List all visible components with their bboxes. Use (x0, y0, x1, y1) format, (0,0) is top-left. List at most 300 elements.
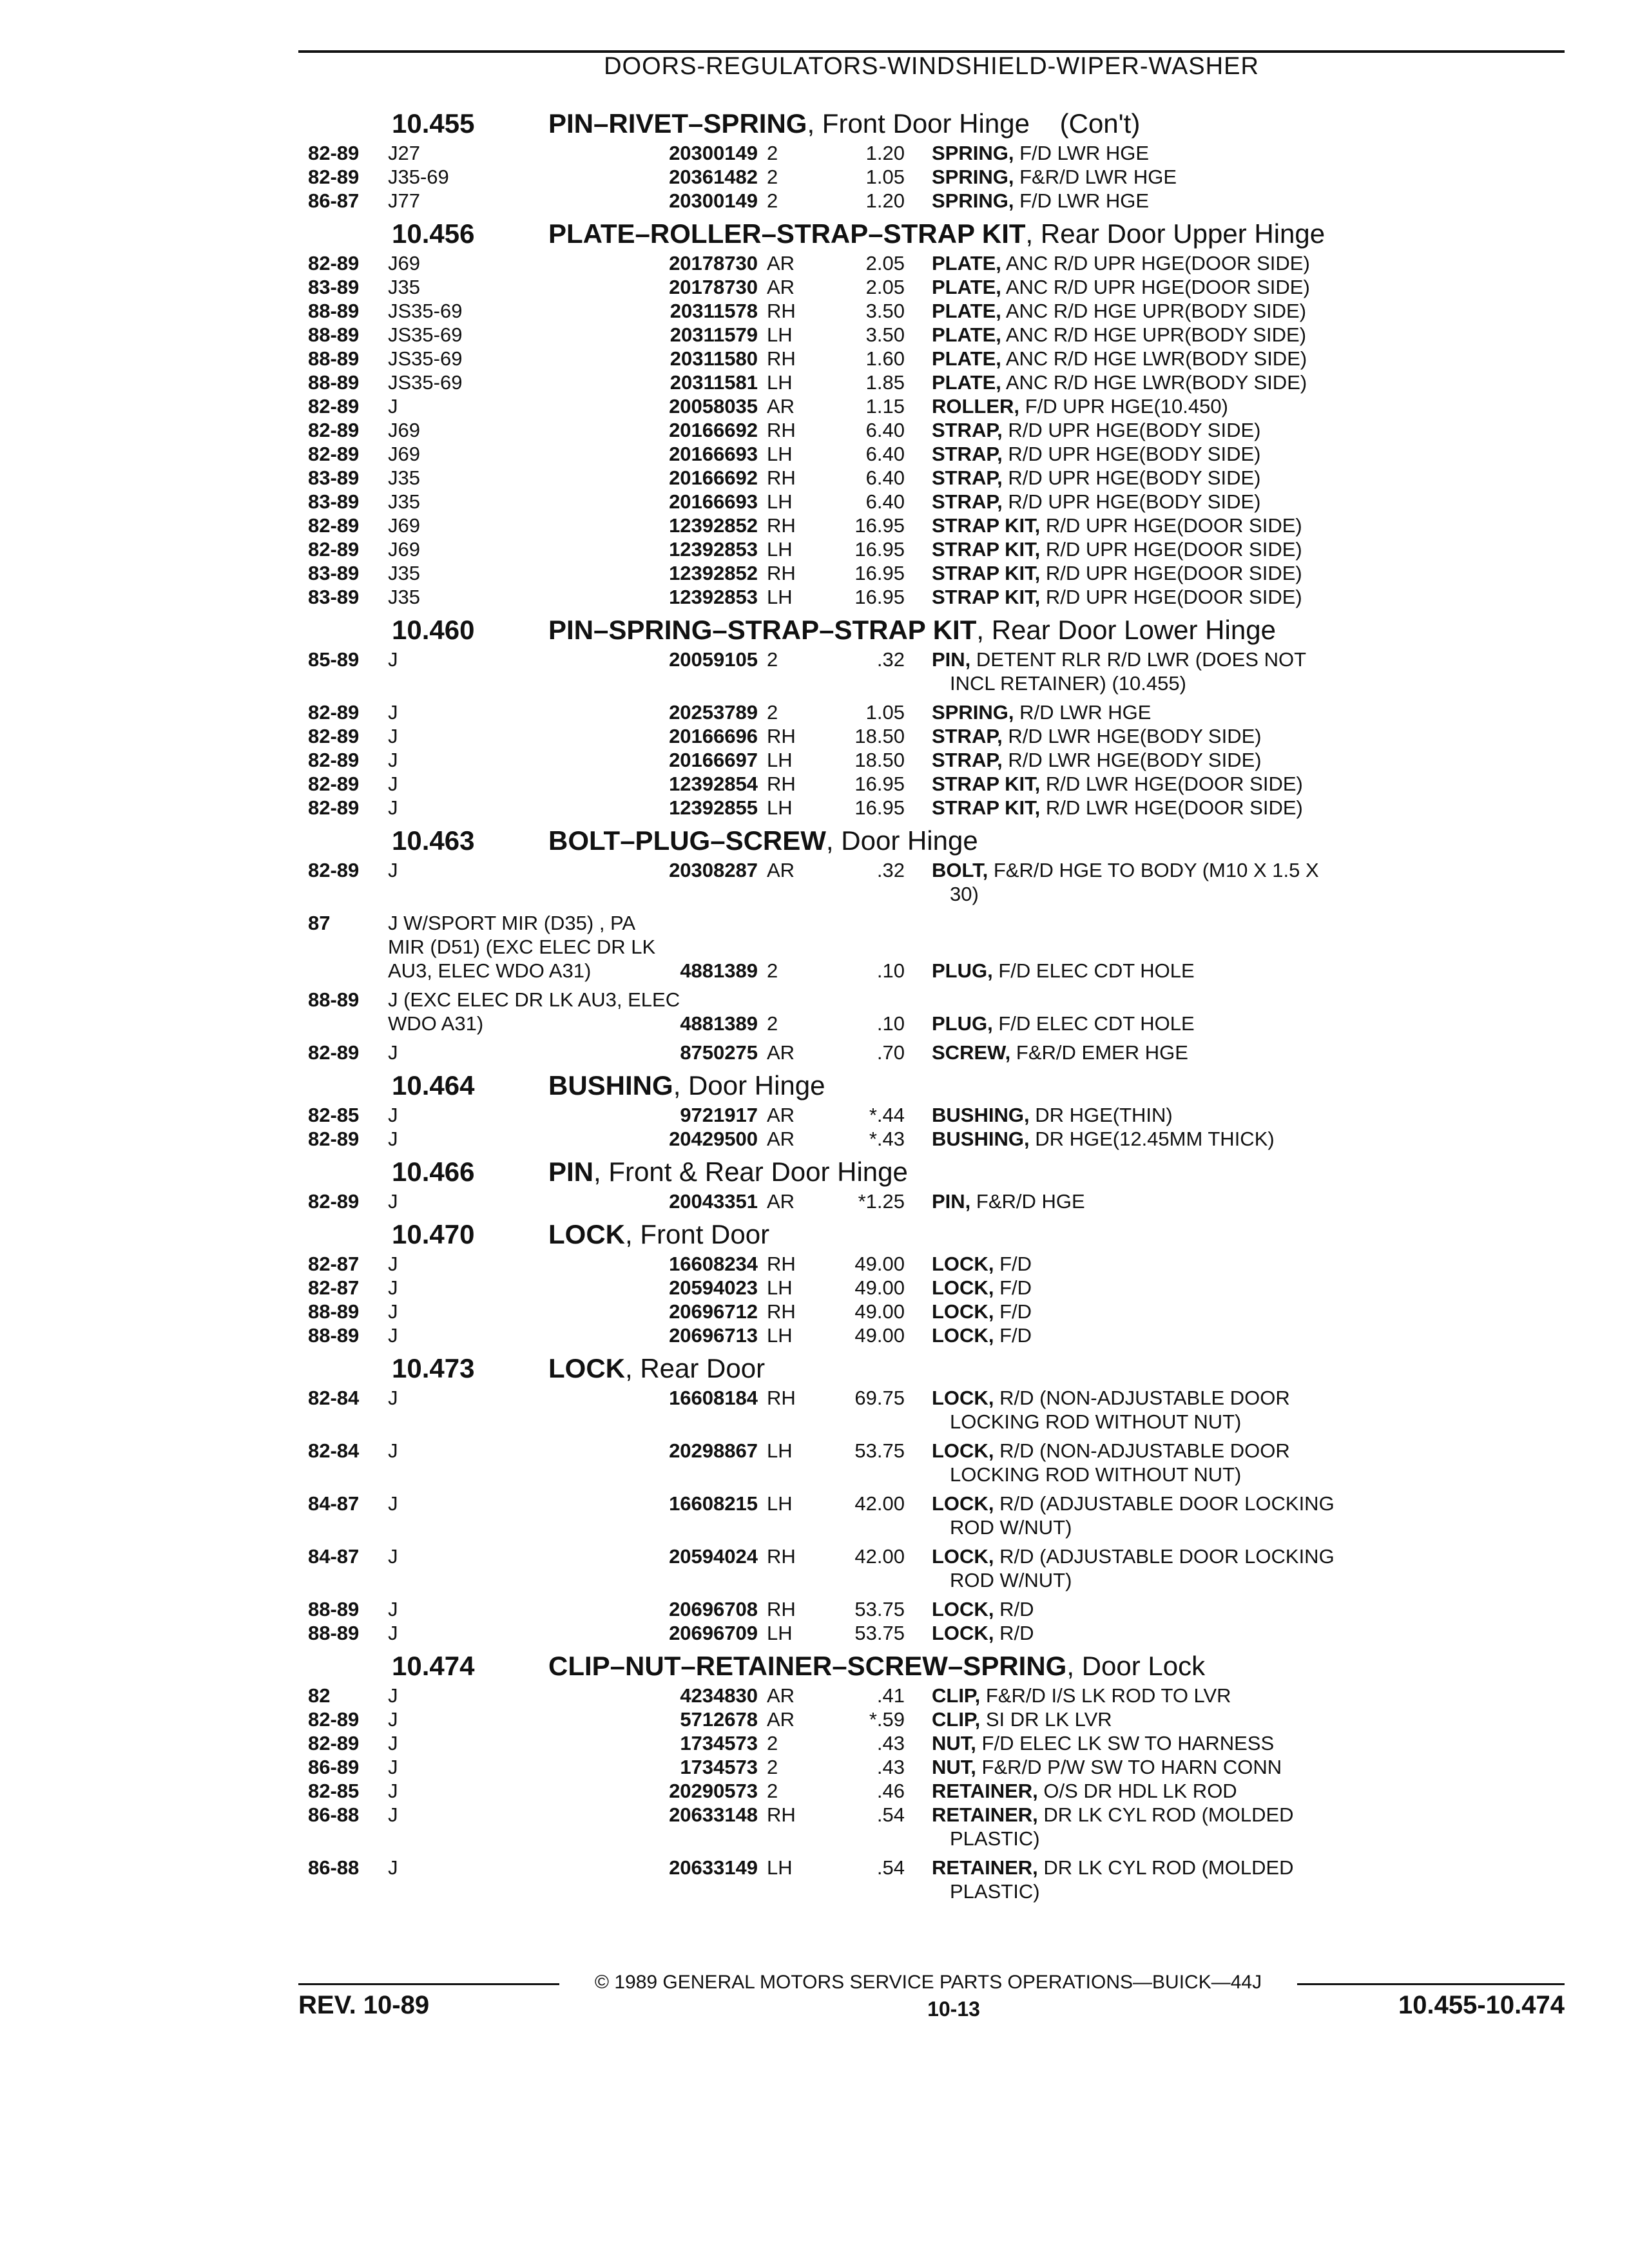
description-text: F/D (999, 1253, 1032, 1275)
description-line (932, 562, 1550, 586)
description-line (932, 189, 1550, 213)
quantity: LH (767, 749, 793, 771)
part-description (932, 988, 1550, 1036)
part-number: 20311580 (670, 347, 758, 370)
part-number: 20633148 (669, 1803, 758, 1826)
model-code-line (388, 912, 655, 936)
model-years: 82-89 (308, 796, 360, 819)
section-note-spacer (1030, 108, 1060, 139)
price: .32 (876, 859, 905, 881)
section-number: 10.474 (392, 1651, 475, 1681)
footer-copyright: © 1989 GENERAL MOTORS SERVICE PARTS OPERATIONS—BUICK—44J (594, 1972, 1262, 1993)
description-space (1040, 586, 1046, 608)
quantity: 2 (767, 648, 778, 671)
model-code (388, 1300, 398, 1324)
footer-rule-left (298, 1983, 559, 1985)
price: 1.60 (865, 347, 905, 370)
part-description (932, 466, 1550, 490)
description-line (932, 1190, 1550, 1214)
description-line (932, 749, 1550, 773)
model-years: 83-89 (308, 466, 360, 489)
section-subtitle: Rear Door Lower Hinge (991, 615, 1276, 645)
model-years: 82-89 (308, 514, 360, 537)
part-description (932, 538, 1550, 562)
description-text: R/D UPR HGE(BODY SIDE) (1008, 419, 1261, 441)
price: .54 (876, 1803, 905, 1826)
model-code (388, 1439, 398, 1463)
model-code-text: J (388, 796, 398, 819)
model-code-text: J (388, 1387, 398, 1409)
description-line (932, 988, 1550, 1012)
description-text: R/D LWR HGE(DOOR SIDE) (1045, 796, 1303, 819)
quantity: AR (767, 1708, 795, 1731)
model-code (388, 1492, 398, 1516)
quantity: RH (767, 1598, 796, 1620)
description-text: ROD W/NUT) (950, 1516, 1072, 1539)
description-line (932, 1856, 1550, 1880)
price: 6.40 (865, 419, 905, 441)
model-years: 82-85 (308, 1104, 360, 1126)
section-subtitle: Front & Rear Door Hinge (608, 1157, 908, 1187)
description-text: PLASTIC) (950, 1827, 1040, 1850)
description-keyword: SPRING, (932, 701, 1014, 724)
model-code (388, 490, 420, 514)
price: 3.50 (865, 323, 905, 346)
quantity: AR (767, 395, 795, 418)
description-keyword: BUSHING, (932, 1128, 1030, 1150)
model-code (388, 796, 398, 820)
part-description (932, 347, 1550, 371)
model-code-text: J35 (388, 276, 420, 298)
description-keyword: PIN, (932, 648, 971, 671)
model-years: 88-89 (308, 1622, 360, 1644)
description-line (932, 419, 1550, 443)
part-number: 12392852 (669, 514, 758, 537)
description-line (932, 859, 1550, 883)
quantity: LH (767, 1324, 793, 1347)
model-years: 88-89 (308, 300, 360, 322)
table-row (308, 725, 1545, 749)
model-code-text: WDO A31) (388, 1012, 484, 1035)
description-keyword: BOLT, (932, 859, 988, 881)
section-title (548, 1651, 1205, 1682)
description-keyword: STRAP KIT, (932, 562, 1041, 584)
description-text: DR HGE(12.45MM THICK) (1035, 1128, 1275, 1150)
description-text: R/D UPR HGE(BODY SIDE) (1008, 466, 1261, 489)
section-subtitle: Rear Door (640, 1353, 766, 1383)
model-years: 83-89 (308, 490, 360, 513)
model-code (388, 1780, 398, 1803)
part-description (932, 252, 1550, 276)
model-code-text: J (388, 1780, 398, 1802)
section-number: 10.455 (392, 108, 475, 139)
part-number: 20253789 (669, 701, 758, 724)
model-code-text: J (388, 1684, 398, 1707)
description-line (932, 166, 1550, 189)
model-code-text: J (388, 648, 398, 671)
model-code-text: J (388, 1300, 398, 1323)
model-code (388, 323, 462, 347)
model-code (388, 648, 398, 672)
model-code-text: J35 (388, 586, 420, 608)
part-number: 1734573 (680, 1732, 758, 1754)
price: 42.00 (854, 1545, 905, 1568)
quantity: 2 (767, 1756, 778, 1778)
description-line (932, 936, 1550, 959)
model-code (388, 1756, 398, 1780)
description-text: R/D UPR HGE(BODY SIDE) (1008, 490, 1261, 513)
part-description (932, 773, 1550, 796)
model-years: 82-89 (308, 1128, 360, 1150)
description-line (932, 912, 1550, 936)
model-code-text: J35 (388, 466, 420, 489)
price: 53.75 (854, 1439, 905, 1462)
section-title-main: PLATE–ROLLER–STRAP–STRAP KIT (548, 218, 1026, 249)
table-row (308, 1300, 1545, 1324)
part-description (932, 1803, 1550, 1851)
description-space (976, 1756, 982, 1778)
model-code-text: J (388, 1598, 398, 1620)
price: 1.15 (865, 395, 905, 418)
model-code-text: J (388, 749, 398, 771)
part-number: 20633149 (669, 1856, 758, 1879)
model-code-text: J (388, 773, 398, 795)
model-years: 88-89 (308, 1324, 360, 1347)
description-line (932, 1410, 1550, 1434)
model-code-text: J (388, 701, 398, 724)
price: 1.05 (865, 166, 905, 188)
price: .70 (876, 1041, 905, 1064)
price: 49.00 (854, 1253, 905, 1275)
description-keyword: LOCK, (932, 1622, 994, 1644)
model-code-line (388, 562, 420, 586)
model-code (388, 1708, 398, 1732)
model-years: 82-87 (308, 1276, 360, 1299)
table-row (308, 796, 1545, 820)
model-years: 82-89 (308, 538, 360, 561)
description-line (932, 538, 1550, 562)
description-space (976, 1732, 982, 1754)
quantity: RH (767, 514, 796, 537)
part-number: 20166692 (669, 419, 758, 441)
model-code-line (388, 586, 420, 610)
quantity: 2 (767, 166, 778, 188)
part-description (932, 1439, 1550, 1487)
model-code-text: J35-69 (388, 166, 449, 188)
section-title-main: LOCK (548, 1353, 625, 1383)
model-code-line (388, 1439, 398, 1463)
table-row (308, 443, 1545, 466)
table-row (308, 912, 1545, 988)
part-description (932, 796, 1550, 820)
quantity: LH (767, 490, 793, 513)
model-code-line (388, 1104, 398, 1128)
model-code (388, 562, 420, 586)
section-number: 10.473 (392, 1353, 475, 1383)
model-code (388, 300, 462, 323)
description-space (1001, 371, 1006, 394)
model-code-line (388, 1708, 398, 1732)
description-space (988, 859, 994, 881)
model-code-line (388, 1190, 398, 1214)
model-code-line (388, 1041, 398, 1065)
description-keyword: PLATE, (932, 323, 1001, 346)
part-description (932, 1041, 1550, 1065)
description-keyword: LOCK, (932, 1598, 994, 1620)
quantity: RH (767, 300, 796, 322)
description-line (932, 1622, 1550, 1646)
section-title (548, 108, 1140, 139)
description-keyword: STRAP KIT, (932, 514, 1041, 537)
model-years: 88-89 (308, 988, 360, 1011)
model-code-text: J (388, 395, 398, 418)
description-keyword: CLIP, (932, 1684, 981, 1707)
part-number: 20166697 (669, 749, 758, 771)
quantity: LH (767, 1439, 793, 1462)
description-line (932, 276, 1550, 300)
description-keyword: STRAP KIT, (932, 538, 1041, 561)
model-code-line (388, 371, 462, 395)
model-code-line (388, 538, 420, 562)
model-code (388, 1276, 398, 1300)
part-number: 20059105 (669, 648, 758, 671)
model-years: 82-89 (308, 166, 360, 188)
description-text: ANC R/D HGE UPR(BODY SIDE) (1005, 323, 1307, 346)
section-heading (308, 1068, 1545, 1104)
model-code-line (388, 1732, 398, 1756)
description-line (932, 1104, 1550, 1128)
quantity: AR (767, 1041, 795, 1064)
model-code-text: J (388, 1041, 398, 1064)
model-code (388, 1856, 398, 1880)
description-keyword: STRAP, (932, 443, 1003, 465)
model-code (388, 912, 655, 983)
description-space (1040, 562, 1046, 584)
description-keyword: PIN, (932, 1190, 971, 1213)
description-space (1040, 773, 1046, 795)
price: 1.05 (865, 701, 905, 724)
price: .43 (876, 1756, 905, 1778)
model-years: 82-89 (308, 773, 360, 795)
description-line (932, 1463, 1550, 1487)
quantity: AR (767, 276, 795, 298)
part-number: 20166692 (669, 466, 758, 489)
description-text: R/D UPR HGE(DOOR SIDE) (1045, 538, 1302, 561)
part-description (932, 1492, 1550, 1540)
model-code (388, 1324, 398, 1348)
table-row (308, 1104, 1545, 1128)
description-space (1010, 1041, 1016, 1064)
model-years: 86-88 (308, 1803, 360, 1826)
description-space (1014, 701, 1019, 724)
table-row (308, 1128, 1545, 1151)
quantity: AR (767, 1190, 795, 1213)
model-code-line (388, 725, 398, 749)
section-title-main: CLIP–NUT–RETAINER–SCREW–SPRING (548, 1651, 1067, 1681)
description-line (932, 1827, 1550, 1851)
model-code-text: JS35-69 (388, 347, 463, 370)
part-number: 16608234 (669, 1253, 758, 1275)
part-number: 12392855 (669, 796, 758, 819)
model-years: 82-84 (308, 1439, 360, 1462)
section-title (548, 218, 1325, 249)
part-description (932, 1598, 1550, 1622)
model-code-text: J (388, 1708, 398, 1731)
price: 49.00 (854, 1324, 905, 1347)
model-code-line (388, 514, 420, 538)
part-description (932, 859, 1550, 907)
model-years: 82-89 (308, 1190, 360, 1213)
description-keyword: CLIP, (932, 1708, 981, 1731)
description-line (932, 773, 1550, 796)
model-code-line (388, 773, 398, 796)
description-text: R/D (ADJUSTABLE DOOR LOCKING (999, 1492, 1335, 1515)
model-code (388, 1684, 398, 1708)
price: 6.40 (865, 490, 905, 513)
model-code (388, 1387, 398, 1410)
model-code-line (388, 323, 462, 347)
description-space (980, 1684, 986, 1707)
description-text: R/D (ADJUSTABLE DOOR LOCKING (999, 1545, 1335, 1568)
description-text: DETENT RLR R/D LWR (DOES NOT (976, 648, 1307, 671)
section-title (548, 825, 978, 856)
table-row (308, 371, 1545, 395)
part-number: 4881389 (680, 1012, 758, 1035)
description-line (932, 1439, 1550, 1463)
model-years: 88-89 (308, 371, 360, 394)
price: 16.95 (854, 562, 905, 584)
model-years: 88-89 (308, 323, 360, 346)
description-space (1040, 538, 1046, 561)
price: 2.05 (865, 252, 905, 274)
part-number: 20166693 (669, 490, 758, 513)
description-space (970, 648, 976, 671)
section-subtitle: Door Lock (1081, 1651, 1206, 1681)
part-description (932, 586, 1550, 610)
part-description (932, 1276, 1550, 1300)
description-text: R/D (NON-ADJUSTABLE DOOR (999, 1387, 1290, 1409)
description-text: F&R/D I/S LK ROD TO LVR (985, 1684, 1231, 1707)
table-row (308, 1190, 1545, 1214)
description-line (932, 1516, 1550, 1540)
part-description (932, 912, 1550, 983)
section-subtitle: Front Door Hinge (822, 108, 1030, 139)
description-space (994, 1439, 999, 1462)
price: 42.00 (854, 1492, 905, 1515)
description-text: O/S DR HDL LK ROD (1043, 1780, 1237, 1802)
model-code-line (388, 1387, 398, 1410)
part-description (932, 1253, 1550, 1276)
model-code (388, 1598, 398, 1622)
quantity: 2 (767, 1732, 778, 1754)
model-code (388, 701, 398, 725)
model-years: 83-89 (308, 276, 360, 298)
model-code-line (388, 166, 449, 189)
description-line (932, 1684, 1550, 1708)
section-heading (308, 1648, 1545, 1684)
part-description (932, 395, 1550, 419)
price: 16.95 (854, 796, 905, 819)
description-space (994, 1492, 999, 1515)
description-keyword: PLUG, (932, 1012, 993, 1035)
description-keyword: BUSHING, (932, 1104, 1030, 1126)
model-years: 82-84 (308, 1387, 360, 1409)
model-code (388, 395, 398, 419)
quantity: LH (767, 1622, 793, 1644)
price: .54 (876, 1856, 905, 1879)
model-years: 84-87 (308, 1545, 360, 1568)
description-text: R/D UPR HGE(DOOR SIDE) (1045, 586, 1302, 608)
section-heading (308, 216, 1545, 252)
model-code-line (388, 490, 420, 514)
description-space (1001, 300, 1006, 322)
model-code-text: JS35-69 (388, 323, 463, 346)
quantity: LH (767, 371, 793, 394)
table-row (308, 252, 1545, 276)
description-line (932, 1324, 1550, 1348)
page-header (298, 50, 1565, 80)
part-number: 12392852 (669, 562, 758, 584)
part-number: 20696713 (669, 1324, 758, 1347)
description-text: F&R/D HGE (976, 1190, 1085, 1213)
description-space (970, 1190, 976, 1213)
description-text: ROD W/NUT) (950, 1569, 1072, 1591)
model-code-text: J (388, 1856, 398, 1879)
model-code (388, 749, 398, 773)
part-description (932, 1732, 1550, 1756)
table-row (308, 166, 1545, 189)
model-code (388, 538, 420, 562)
table-row (308, 1684, 1545, 1708)
part-description (932, 1300, 1550, 1324)
part-number: 20300149 (669, 189, 758, 212)
model-years: 86-88 (308, 1856, 360, 1879)
description-space (1014, 142, 1019, 164)
model-code (388, 1545, 398, 1569)
quantity: LH (767, 1856, 793, 1879)
description-line (932, 466, 1550, 490)
model-years: 82-87 (308, 1253, 360, 1275)
description-space (994, 1324, 999, 1347)
price: *.43 (869, 1128, 905, 1150)
model-years: 85-89 (308, 648, 360, 671)
model-code-text: J27 (388, 142, 420, 164)
model-years: 82-89 (308, 1732, 360, 1754)
table-row (308, 189, 1545, 213)
model-years: 82 (308, 1684, 331, 1707)
description-keyword: ROLLER, (932, 395, 1020, 418)
quantity: LH (767, 796, 793, 819)
description-text: ANC R/D UPR HGE(DOOR SIDE) (1005, 252, 1310, 274)
price: 1.85 (865, 371, 905, 394)
quantity: 2 (767, 142, 778, 164)
quantity: 2 (767, 189, 778, 212)
model-code-text: J77 (388, 189, 420, 212)
model-years: 82-89 (308, 859, 360, 881)
description-line (932, 1492, 1550, 1516)
model-code (388, 1803, 398, 1827)
description-line (932, 1300, 1550, 1324)
section-subtitle: Front Door (640, 1219, 770, 1249)
quantity: RH (767, 1803, 796, 1826)
description-keyword: SPRING, (932, 166, 1014, 188)
description-text: ANC R/D HGE UPR(BODY SIDE) (1005, 300, 1307, 322)
table-row (308, 1708, 1545, 1732)
quantity: LH (767, 586, 793, 608)
description-keyword: RETAINER, (932, 1856, 1038, 1879)
table-row (308, 1387, 1545, 1439)
model-years: 82-89 (308, 749, 360, 771)
